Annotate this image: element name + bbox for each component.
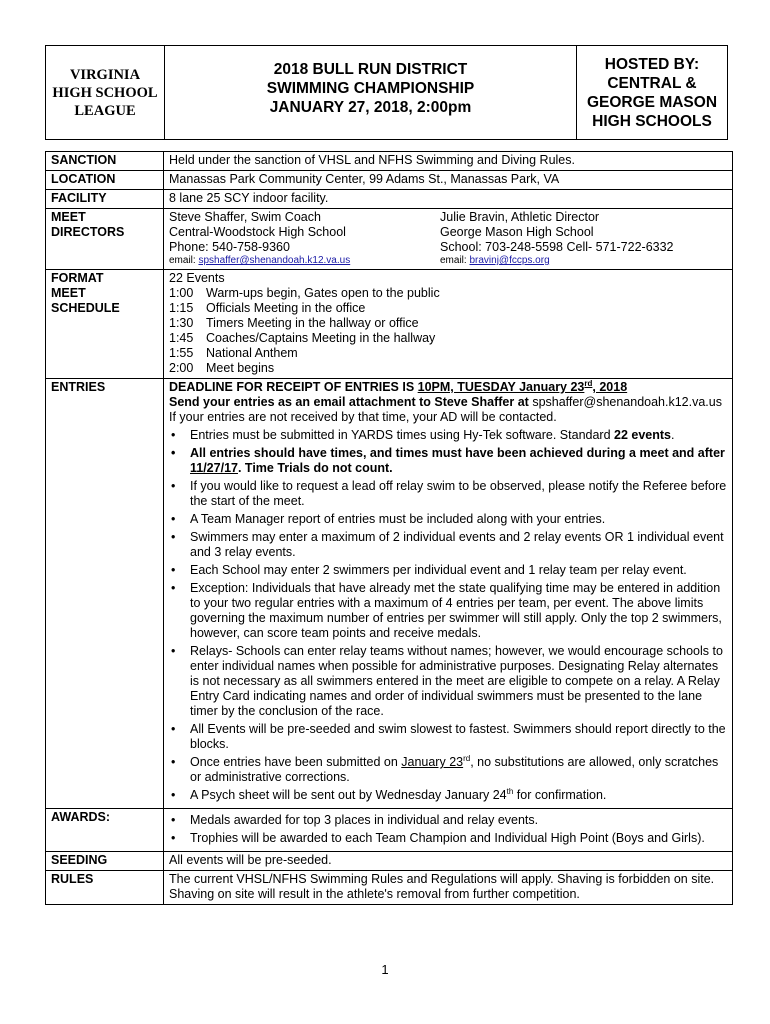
label-line: MEET (51, 286, 86, 300)
hosted-line: GEORGE MASON (586, 93, 718, 111)
list-item: • A Team Manager report of entries must be included along with your entries. (169, 512, 727, 527)
title-cell (165, 46, 577, 139)
ordinal-suffix: rd (463, 753, 471, 763)
title-line: 2018 BULL RUN DISTRICT (273, 61, 468, 78)
director-phone: Phone: 540-758-9360 (169, 240, 290, 254)
row-label: SANCTION (46, 152, 164, 171)
header-box (45, 45, 728, 140)
list-item: • Swimmers may enter a maximum of 2 individual events and 2 relay events OR 1 individual event and 3 relay events. (169, 530, 727, 560)
entries-email: spshaffer@shenandoah.k12.va.us (532, 395, 722, 409)
event-count: 22 Events (169, 271, 225, 285)
text-span: . Time Trials do not count. (237, 461, 393, 475)
schedule-time: 1:15 (169, 301, 194, 315)
location-row (46, 171, 733, 190)
schedule-desc: Coaches/Captains Meeting in the hallway (206, 331, 436, 345)
director-school: George Mason High School (440, 225, 594, 239)
league-line: LEAGUE (74, 102, 136, 119)
schedule-desc: Officials Meeting in the office (206, 301, 366, 315)
text-span: January 23 (401, 755, 464, 769)
row-label: RULES (46, 871, 164, 905)
hosted-line: HIGH SCHOOLS (592, 112, 712, 130)
text-span: . (671, 428, 675, 442)
row-label: FACILITY (46, 190, 164, 209)
meet-info-table (45, 151, 733, 905)
row-value: All events will be pre-seeded. (164, 852, 733, 871)
schedule-item (169, 301, 727, 316)
title-line: SWIMMING CHAMPIONSHIP (266, 80, 475, 97)
row-value: Held under the sanction of VHSL and NFHS Swimming and Diving Rules. (164, 152, 733, 171)
row-label: ENTRIES (46, 379, 164, 809)
label-line: DIRECTORS (51, 225, 125, 239)
entries-row (46, 379, 733, 809)
schedule-time: 1:30 (169, 316, 194, 330)
list-item (169, 446, 727, 476)
label-line: MEET (51, 210, 86, 224)
text-span: Once entries have been submitted on (190, 755, 402, 769)
facility-row (46, 190, 733, 209)
director-email-link[interactable]: bravinj@fccps.org (469, 255, 550, 266)
schedule-item (169, 361, 727, 376)
text-span: , 2018 (592, 380, 628, 394)
hosted-line: HOSTED BY: (604, 55, 700, 73)
row-value: Manassas Park Community Center, 99 Adams St., Manassas Park, VA (164, 171, 733, 190)
title-line: JANUARY 27, 2018, 2:00pm (269, 99, 472, 116)
schedule-item (169, 316, 727, 331)
row-label: LOCATION (46, 171, 164, 190)
schedule-time: 1:00 (169, 286, 194, 300)
schedule-desc: Warm-ups begin, Gates open to the public (206, 286, 440, 300)
list-item: • Trophies will be awarded to each Team Champion and Individual High Point (Boys and Girls). (169, 831, 727, 846)
directors-row (46, 209, 733, 270)
director-name: Steve Shaffer, Swim Coach (169, 210, 321, 224)
schedule-desc: National Anthem (206, 346, 298, 360)
list-item: • If you would like to request a lead off relay swim to be observed, please notify the Referee before the start of the meet. (169, 479, 727, 509)
league-line: HIGH SCHOOL (52, 84, 158, 101)
schedule-time: 2:00 (169, 361, 194, 375)
row-value: 8 lane 25 SCY indoor facility. (164, 190, 733, 209)
ordinal-suffix: th (506, 786, 514, 796)
text-span: 11/27/17 (190, 461, 238, 475)
text-span: , no substitutions are allowed, only scratches or administrative corrections. (190, 755, 719, 784)
director-phone: School: 703-248-5598 Cell- 571-722-6332 (440, 240, 674, 254)
row-value (164, 209, 733, 270)
rules-row (46, 871, 733, 905)
row-label (46, 270, 164, 379)
label-line: SCHEDULE (51, 301, 120, 315)
hosted-cell (577, 46, 727, 139)
email-label: email: (440, 255, 470, 266)
schedule-desc: Meet begins (206, 361, 275, 375)
schedule-item (169, 286, 727, 301)
list-item: • Relays- Schools can enter relay teams without names; however, we would encourage schools to enter individual names when possible for administrative purposes. Designating Relay alternates is not necessary as all swimmers entered in the meet are eligible to compete on a relay. A Relay Entry Card indicating names and order of individual swimmers must be presented to the lane timer by the conclusion of the race. (169, 644, 727, 719)
list-item (169, 428, 727, 443)
text-span: 22 events (614, 428, 672, 442)
director-2 (440, 210, 727, 267)
schedule-time: 1:45 (169, 331, 194, 345)
row-value (164, 379, 733, 809)
format-row (46, 270, 733, 379)
deadline-date: 10PM, TUESDAY January 23 (417, 380, 585, 394)
list-item: • Each School may enter 2 swimmers per individual event and 1 relay team per relay event. (169, 563, 727, 578)
league-cell (46, 46, 165, 139)
sanction-row (46, 152, 733, 171)
director-email-line (440, 255, 727, 267)
league-line: VIRGINIA (69, 66, 141, 83)
entries-list (169, 428, 727, 803)
row-label: AWARDS: (46, 809, 164, 852)
text-span: A Psych sheet will be sent out by Wednesday January 24 (190, 788, 507, 802)
entries-not-received: If your entries are not received by that time, your AD will be contacted. (169, 410, 557, 424)
director-email-link[interactable]: spshaffer@shenandoah.k12.va.us (198, 255, 351, 266)
awards-list (169, 813, 727, 846)
row-label: SEEDING (46, 852, 164, 871)
list-item: • Medals awarded for top 3 places in individual and relay events. (169, 813, 727, 828)
director-name: Julie Bravin, Athletic Director (440, 210, 600, 224)
director-email-line (169, 255, 440, 267)
text-span: Entries must be submitted in YARDS times using Hy-Tek software. Standard (190, 428, 615, 442)
row-label (46, 209, 164, 270)
schedule-item (169, 346, 727, 361)
page-number: 1 (381, 962, 389, 977)
list-item (169, 788, 727, 803)
list-item: • Exception: Individuals that have already met the state qualifying time may be entered in addition to your two regular entries with a maximum of 4 entries per team, per event. The above limits governing the maximum number of entries per swimmer will still apply. Only the top 2 swimmers, however, can score team points and receive medals. (169, 581, 727, 641)
label-line: FORMAT (51, 271, 104, 285)
row-value (164, 270, 733, 379)
awards-row (46, 809, 733, 852)
entries-deadline (169, 380, 727, 395)
director-1 (169, 210, 440, 267)
list-item (169, 755, 727, 785)
ordinal-suffix: rd (584, 378, 593, 388)
schedule-desc: Timers Meeting in the hallway or office (206, 316, 419, 330)
director-school: Central-Woodstock High School (169, 225, 346, 239)
list-item: • All Events will be pre-seeded and swim slowest to fastest. Swimmers should report directly to the blocks. (169, 722, 727, 752)
text-span: for confirmation. (513, 788, 607, 802)
row-value: The current VHSL/NFHS Swimming Rules and Regulations will apply. Shaving is forbidden on site. Shaving on site will result in the athlete's removal from further competition. (164, 871, 733, 905)
email-label: email: (169, 255, 199, 266)
text-span: Send your entries as an email attachment to Steve Shaffer at (169, 395, 533, 409)
schedule-item (169, 331, 727, 346)
text-span: DEADLINE FOR RECEIPT OF ENTRIES IS (169, 380, 418, 394)
entries-send (169, 395, 727, 410)
seeding-row (46, 852, 733, 871)
directors-columns (169, 210, 727, 267)
hosted-line: CENTRAL & (607, 74, 697, 92)
text-span: All entries should have times, and times must have been achieved during a meet and after (190, 446, 725, 460)
schedule-time: 1:55 (169, 346, 194, 360)
row-value (164, 809, 733, 852)
